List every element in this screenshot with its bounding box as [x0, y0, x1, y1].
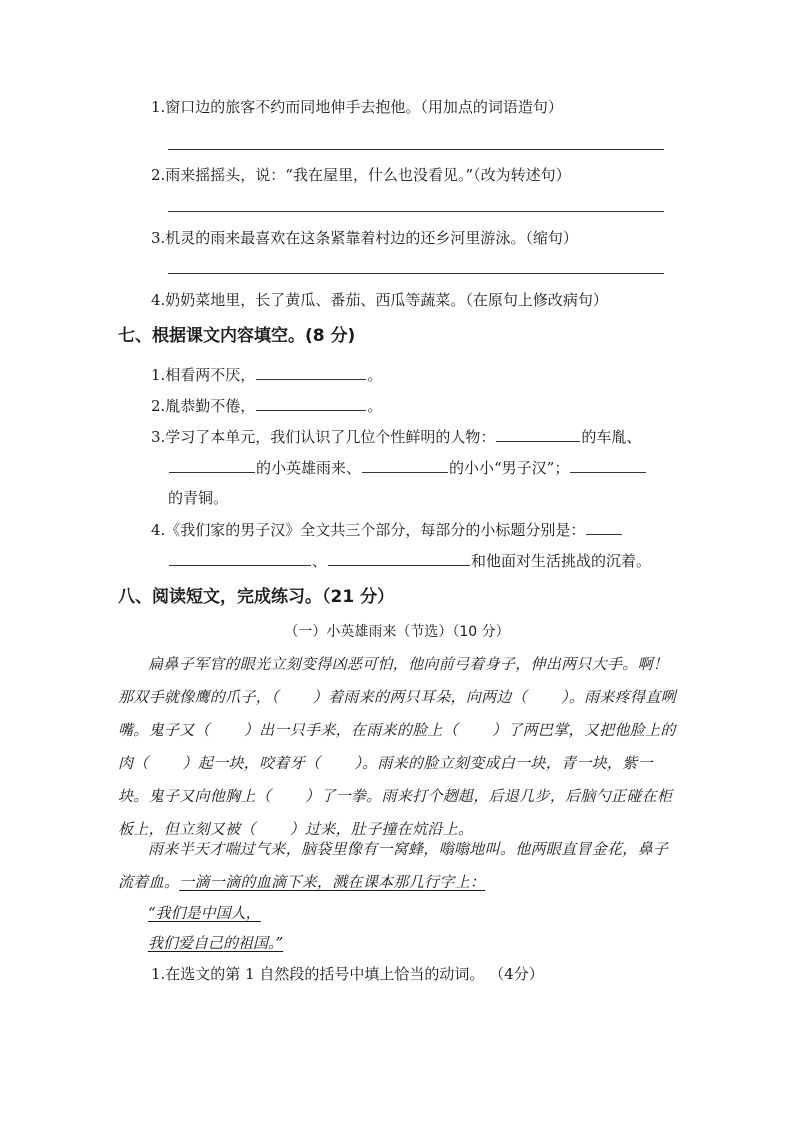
question-7-3-d: 的青铜。	[168, 489, 229, 507]
question-7-2-end: 。	[367, 397, 383, 415]
poem-line-2: 我们爱自己的祖国。”	[148, 934, 284, 952]
question-6-3: 3.机灵的雨来最喜欢在这条紧靠着村边的还乡河里游泳。（缩句）	[151, 229, 578, 247]
answer-line-6-2[interactable]	[168, 211, 664, 212]
question-7-4-text: 4.《我们家的男子汉》全文共三个部分，每部分的小标题分别是：	[151, 521, 586, 539]
blank-7-3a[interactable]	[496, 425, 580, 442]
blank-7-4c[interactable]	[328, 549, 470, 566]
question-7-3-a: 的车胤、	[581, 428, 642, 446]
question-7-4-end: 和他面对生活挑战的沉着。	[471, 552, 652, 570]
passage-text-1b: ）着雨来的两只耳朵，向两边（	[312, 688, 528, 706]
passage-underlined-sentence: 一滴一滴的血滴下来，溅在课本那几行字上：	[179, 873, 486, 891]
passage-subtitle: （一）小英雄雨来（节选）（10 分）	[284, 624, 510, 640]
passage-paragraph-2	[118, 833, 678, 899]
passage-text-1c: ）。雨来疼得直咧嘴。鬼子又（	[118, 688, 676, 739]
question-7-1-text: 1.相看两不厌，	[151, 366, 256, 384]
blank-7-3c[interactable]	[362, 456, 448, 473]
blank-7-3b[interactable]	[169, 456, 255, 473]
blank-7-4b[interactable]	[169, 549, 311, 566]
question-7-3	[151, 425, 641, 448]
passage-text-2: 雨来半天才喘过气来，脑袋里像有一窝蜂，嗡嗡地叫。他两眼直冒金花，鼻子流着血。	[118, 840, 669, 891]
question-7-1-end: 。	[367, 366, 383, 384]
question-8-1: 1.在选文的第 1 自然段的括号中填上恰当的动词。 （4分）	[151, 965, 544, 983]
question-7-2	[151, 394, 382, 417]
question-7-4-line2	[168, 549, 651, 572]
blank-7-2[interactable]	[256, 394, 366, 411]
answer-line-6-1[interactable]	[168, 149, 664, 150]
passage-text-1d: ）出一只手来，在雨来的脸上（	[243, 721, 459, 739]
question-7-3-text: 3.学习了本单元，我们认识了几位个性鲜明的人物：	[151, 428, 496, 446]
passage-text-1g: ）。雨来的脸立刻变成白一块，青一块，紫一块。鬼子又向他胸上（	[118, 754, 653, 805]
passage-text-1h: ）了一拳。雨来打个趔趄，后退几步，后脑勺正碰在柜板上，但立刻又被（	[118, 787, 673, 838]
blank-7-1[interactable]	[256, 363, 366, 380]
question-7-3-line2	[168, 456, 647, 479]
question-7-2-text: 2.胤恭勤不倦，	[151, 397, 256, 415]
question-6-2: 2.雨来摇摇头，说：“我在屋里，什么也没看见。”（改为转述句）	[151, 166, 571, 184]
section-8-heading: 八、阅读短文，完成练习。（21 分）	[118, 587, 395, 607]
question-7-4-sep: 、	[312, 552, 328, 570]
question-7-1	[151, 363, 382, 386]
blank-7-3d[interactable]	[570, 456, 646, 473]
question-7-3-c: 的小小“男子汉”；	[449, 459, 570, 477]
question-7-3-b: 的小英雄雨来、	[256, 459, 362, 477]
question-7-4	[151, 518, 623, 541]
passage-text-1f: ）起一块，咬着牙（	[182, 754, 321, 772]
question-6-4: 4.奶奶菜地里，长了黄瓜、番茄、西瓜等蔬菜。（在原句上修改病句）	[151, 291, 608, 309]
question-6-1: 1.窗口边的旅客不约而同地伸手去抱他。（用加点的词语造句）	[151, 98, 563, 116]
blank-7-4a[interactable]	[586, 518, 622, 535]
section-7-heading: 七、根据课文内容填空。(8 分)	[118, 326, 356, 346]
passage-paragraph-1	[118, 648, 678, 846]
passage-text-1a: 扁鼻子军官的眼光立刻变得凶恶可怕，他向前弓着身子，伸出两只大手。啊！那双手就像鹰的爪子，（	[118, 655, 669, 706]
poem-line-1: “我们是中国人，	[148, 904, 261, 922]
answer-line-6-3[interactable]	[168, 273, 664, 274]
passage-text-1e: ）了两巴掌，又把他脸上的肉（	[118, 721, 676, 772]
passage-text-1i: ）过来，肚子撞在炕沿上。	[289, 820, 474, 838]
